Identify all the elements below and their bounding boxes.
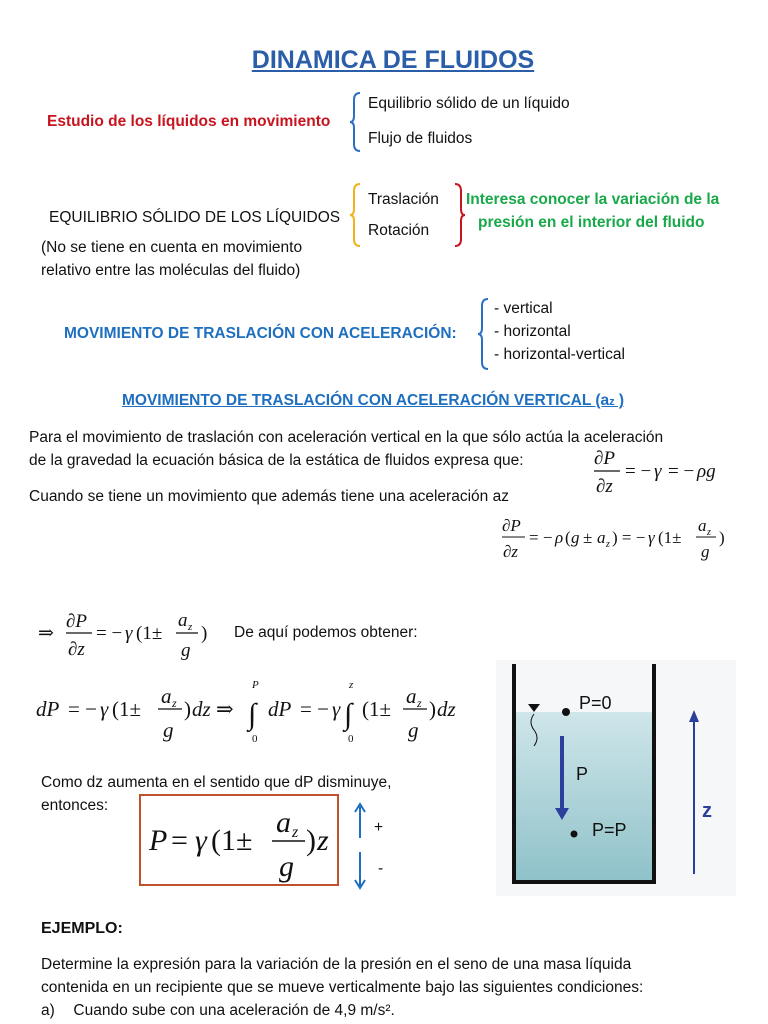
svg-text:= −: = − <box>300 697 329 721</box>
example-item-a-text: Cuando sube con una aceleración de 4,9 m/s². <box>73 1002 395 1019</box>
svg-text:(: ( <box>565 528 571 547</box>
svg-text:=: = <box>171 824 188 857</box>
z-axis-label: z <box>702 800 712 822</box>
svg-text:a: a <box>276 806 291 839</box>
equation-implication <box>38 606 218 666</box>
svg-text:γ: γ <box>125 623 133 644</box>
svg-text:a: a <box>161 684 172 708</box>
svg-text:∫: ∫ <box>248 698 257 731</box>
direction-arrows <box>350 800 370 890</box>
equation-integration <box>36 674 466 746</box>
tank-drawing <box>496 660 736 896</box>
p-equals-p-label: P=P <box>592 820 627 840</box>
svg-text:a: a <box>178 610 188 631</box>
svg-text:(1±: (1± <box>362 697 392 721</box>
svg-text:∂P: ∂P <box>594 448 615 469</box>
equation-acceleration <box>498 512 738 568</box>
svg-text:P: P <box>149 824 168 857</box>
equation-result <box>141 796 337 884</box>
section2-conclusion-line1: Interesa conocer la variación de la <box>466 191 720 208</box>
svg-text:∂P: ∂P <box>66 611 87 632</box>
section1-label: Estudio de los líquidos en movimiento <box>47 113 331 130</box>
section1-item-flujo: Flujo de fluidos <box>368 130 473 147</box>
svg-text:dz: dz <box>192 697 211 721</box>
p-arrow-label: P <box>576 764 589 784</box>
result-formula-box <box>139 794 339 886</box>
svg-text:0: 0 <box>252 733 258 745</box>
svg-text:g: g <box>279 850 294 883</box>
svg-text:g: g <box>571 528 580 547</box>
svg-text:z: z <box>188 621 193 633</box>
example-item-a <box>41 1000 395 1022</box>
svg-text:γ: γ <box>100 697 109 721</box>
example-line1: Determine la expresión para la variación de la presión en el seno de una masa líquida <box>41 956 632 973</box>
svg-text:P: P <box>252 679 259 691</box>
svg-text:z: z <box>317 824 329 857</box>
svg-text:): ) <box>719 528 725 547</box>
svg-text:∂z: ∂z <box>503 542 519 561</box>
svg-text:= −: = − <box>625 461 652 482</box>
example-line2: contenida en un recipiente que se mueve verticalmente bajo las siguientes condiciones: <box>41 979 644 996</box>
svg-text:a: a <box>597 528 606 547</box>
p-zero-label: P=0 <box>579 693 612 713</box>
para2: Cuando se tiene un movimiento que además tiene una aceleración az <box>29 488 509 505</box>
svg-text:z: z <box>707 527 711 538</box>
svg-text:z: z <box>606 539 610 550</box>
svg-text:ρg: ρg <box>697 461 716 482</box>
svg-text:dP: dP <box>36 697 60 721</box>
section2-label: EQUILIBRIO SÓLIDO DE LOS LÍQUIDOS <box>49 209 341 226</box>
svg-text:z: z <box>417 696 422 710</box>
svg-text:= −: = − <box>529 528 553 547</box>
svg-text:γ: γ <box>332 697 341 721</box>
svg-text:∂z: ∂z <box>68 639 85 660</box>
svg-text:): ) <box>184 697 191 721</box>
section1-item-equilibrio: Equilibrio sólido de un líquido <box>368 95 570 112</box>
section3-item-vertical: - vertical <box>494 300 553 317</box>
example-item-a-marker: a) <box>41 1002 55 1019</box>
equation-hydrostatic <box>590 444 730 498</box>
svg-text:g: g <box>181 640 191 661</box>
svg-text:(1±: (1± <box>211 824 253 857</box>
section3-item-horizontal-vertical: - horizontal-vertical <box>494 346 625 363</box>
svg-text:g: g <box>701 542 710 561</box>
section2-item-traslacion: Traslación <box>368 191 439 208</box>
svg-text:): ) <box>201 623 208 644</box>
svg-text:(1±: (1± <box>136 623 163 644</box>
section1-brace <box>350 92 362 152</box>
section2-item-rotacion: Rotación <box>368 222 430 239</box>
svg-text:): ) <box>429 697 436 721</box>
svg-text:z: z <box>172 696 177 710</box>
para3-line1: Como dz aumenta en el sentido que dP disminuye, <box>41 774 392 791</box>
svg-text:∂z: ∂z <box>596 476 613 497</box>
obtain-text: De aquí podemos obtener: <box>234 624 418 641</box>
svg-text:= −: = − <box>668 461 695 482</box>
svg-text:ρ: ρ <box>555 528 564 547</box>
svg-text:g: g <box>408 718 419 742</box>
section3-item-horizontal: - horizontal <box>494 323 571 340</box>
svg-text:= −: = − <box>68 697 97 721</box>
minus-label: - <box>378 860 384 877</box>
section3-label: MOVIMIENTO DE TRASLACIÓN CON ACELERACIÓN: <box>64 325 457 342</box>
svg-text:) = −: ) = − <box>612 528 646 547</box>
section2-brace-right <box>453 183 465 247</box>
page-title: DINAMICA DE FLUIDOS <box>251 46 535 74</box>
svg-text:γ: γ <box>648 528 655 547</box>
svg-text:g: g <box>163 718 174 742</box>
svg-text:∫: ∫ <box>344 698 353 731</box>
svg-text:z: z <box>349 679 354 691</box>
para1-line1: Para el movimiento de traslación con aceleración vertical en la que sólo actúa la aceleración <box>29 429 664 446</box>
svg-text:⇒: ⇒ <box>38 623 54 644</box>
svg-text:⇒: ⇒ <box>216 697 234 721</box>
example-heading: EJEMPLO: <box>41 920 123 937</box>
svg-text:0: 0 <box>348 733 354 745</box>
tank-figure <box>496 660 736 896</box>
section3-brace <box>478 298 490 370</box>
section2-note-line1: (No se tiene en cuenta en movimiento <box>41 239 303 256</box>
svg-text:∂P: ∂P <box>502 516 521 535</box>
svg-text:= −: = − <box>96 623 123 644</box>
section2-conclusion-line2: presión en el interior del fluido <box>478 214 705 231</box>
para1-line2: de la gravedad la ecuación básica de la estática de fluidos expresa que: <box>29 452 524 469</box>
section2-brace-left <box>350 183 362 247</box>
svg-text:γ: γ <box>654 461 662 482</box>
svg-text:dP: dP <box>268 697 292 721</box>
subtitle: MOVIMIENTO DE TRASLACIÓN CON ACELERACIÓN VERTICAL (az ) <box>122 392 625 409</box>
svg-text:): ) <box>306 824 316 857</box>
svg-text:(1±: (1± <box>658 528 682 547</box>
svg-text:(1±: (1± <box>112 697 142 721</box>
svg-text:γ: γ <box>195 824 207 857</box>
plus-label: + <box>374 819 384 836</box>
para3-line2: entonces: <box>41 797 109 814</box>
svg-text:dz: dz <box>437 697 456 721</box>
svg-text:a: a <box>698 516 707 535</box>
svg-text:z: z <box>292 824 299 841</box>
section2-note-line2: relativo entre las moléculas del fluido) <box>41 262 301 279</box>
svg-text:a: a <box>406 684 417 708</box>
svg-text:±: ± <box>583 528 593 547</box>
